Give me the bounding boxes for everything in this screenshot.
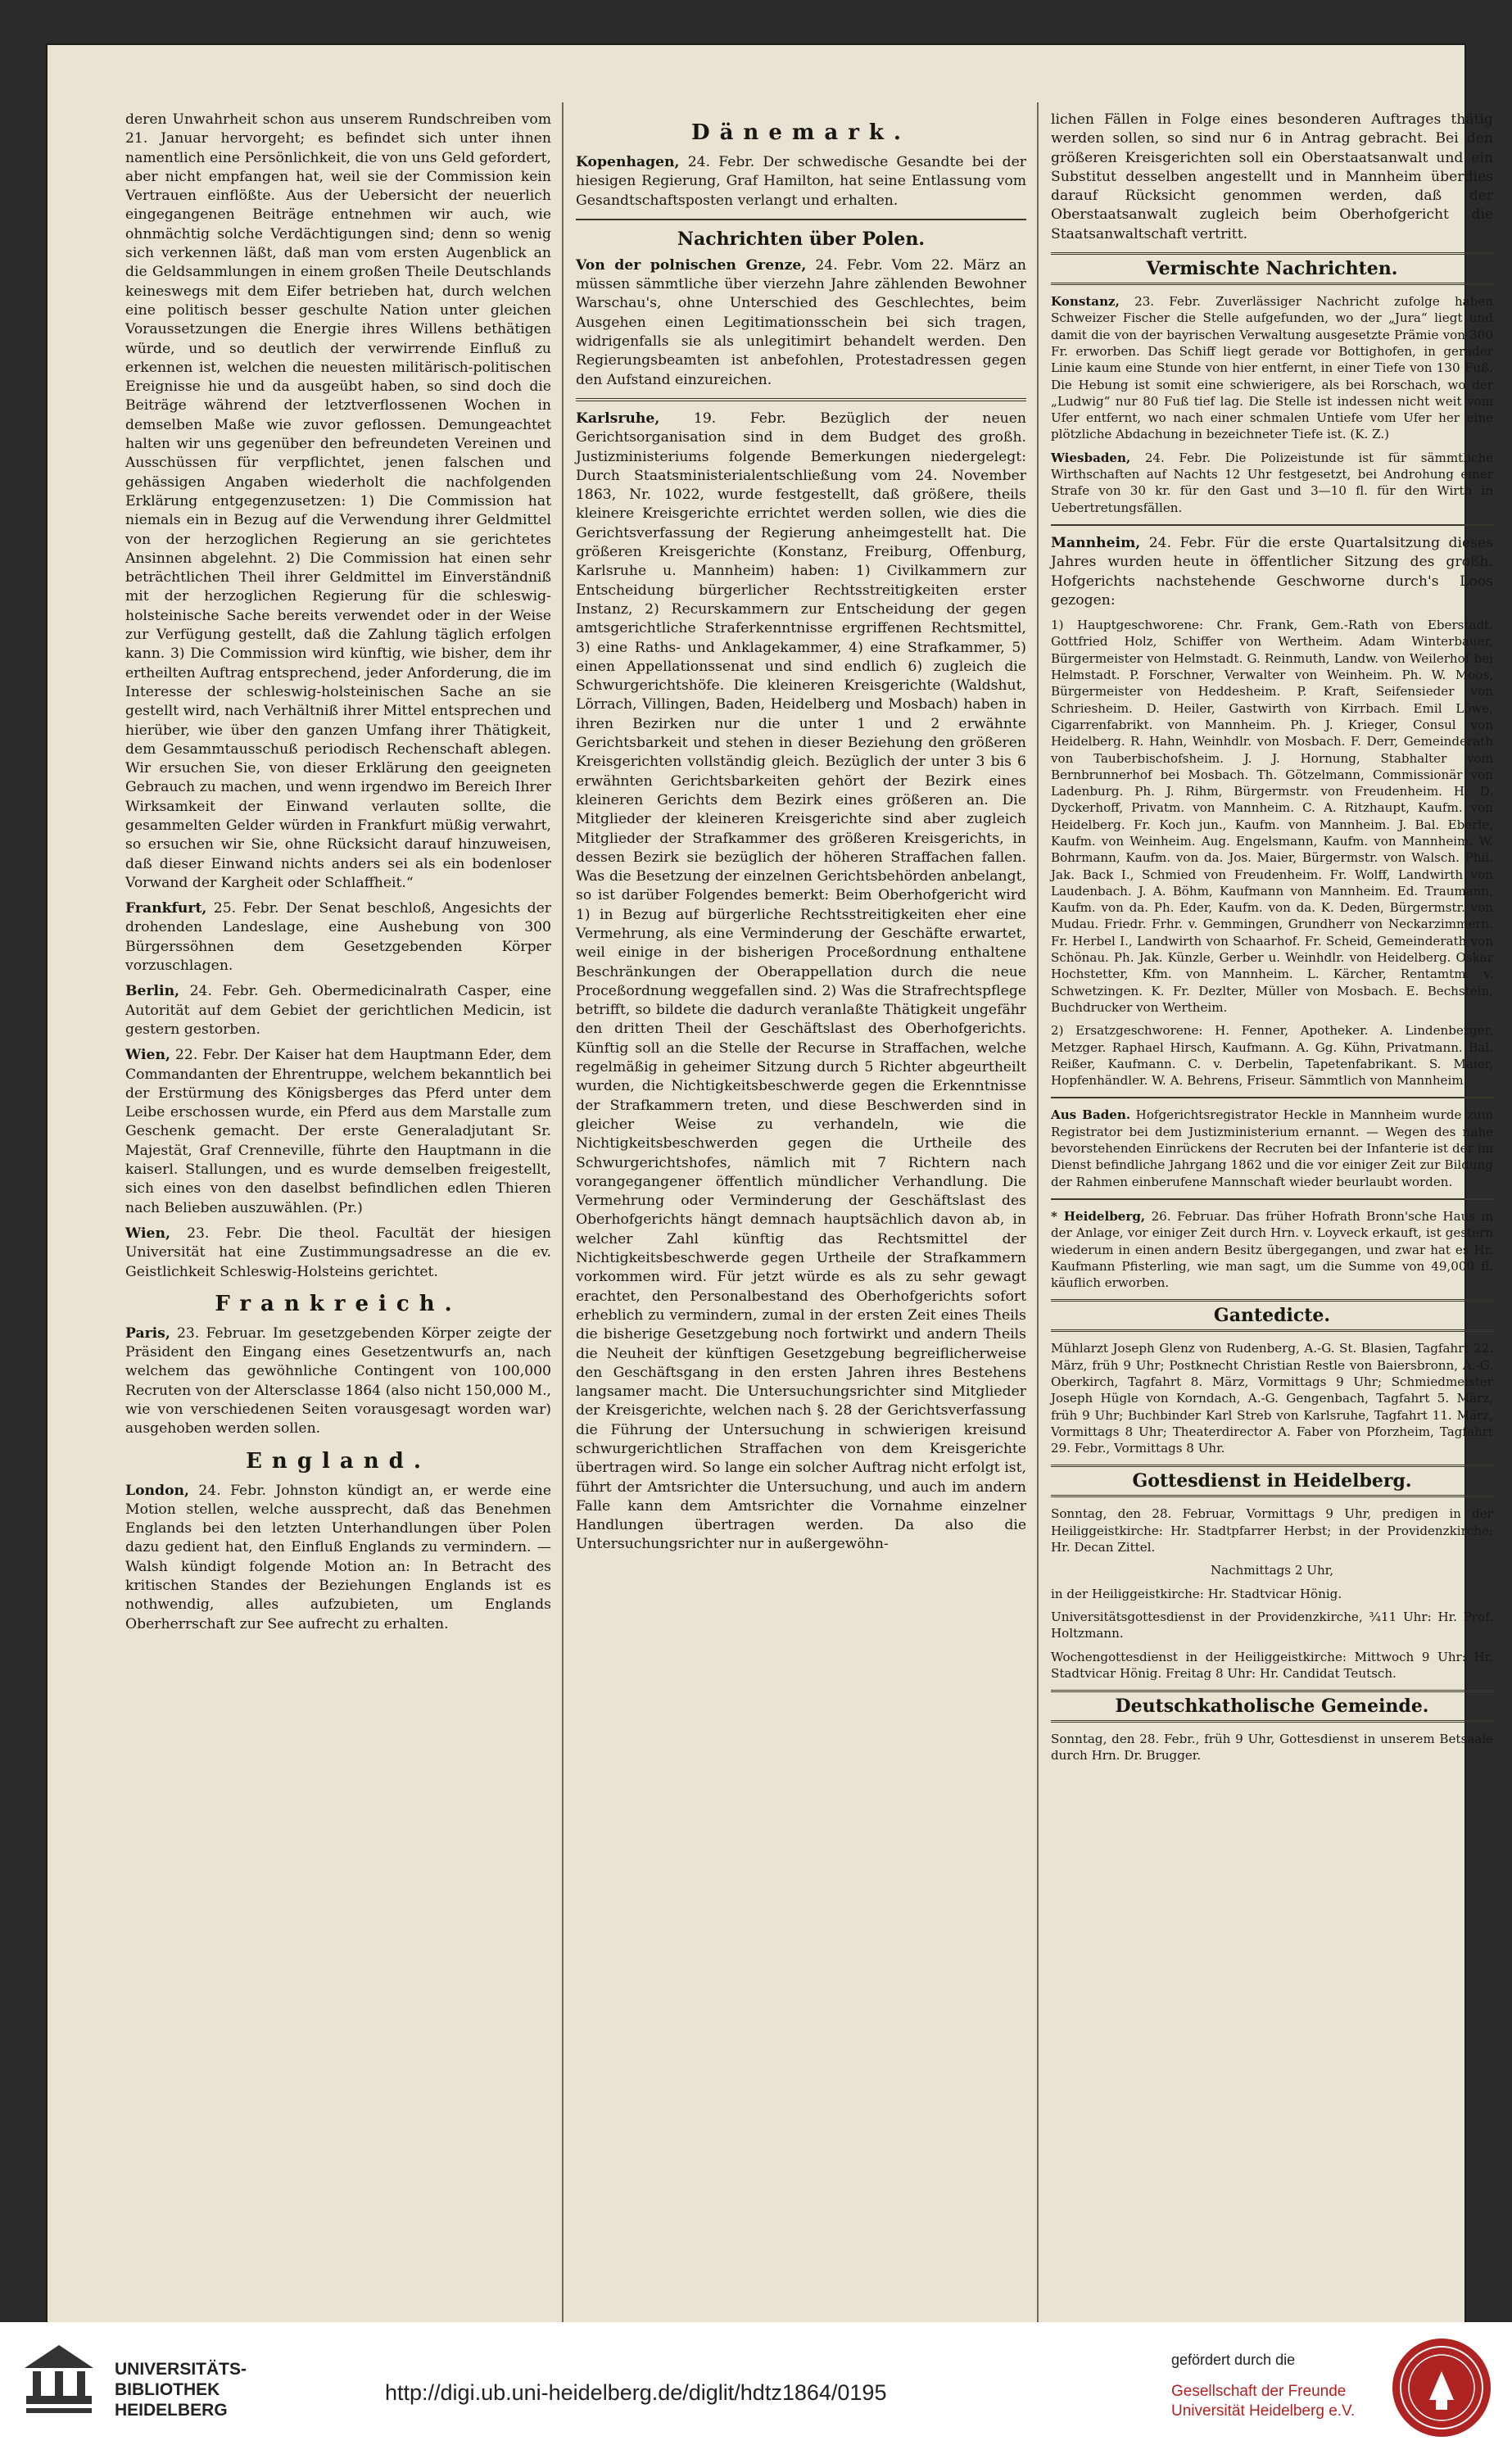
article-wien-1 [125, 1046, 551, 1218]
service-line: Sonntag, den 28. Februar, Vormittags 9 Uhr, predigen in der Heiliggeistkirche: Hr. Stadtpfarrer Herbst; in der Providenzkirche: Hr. Decan Zittel. [1051, 1506, 1493, 1555]
article-heidelberg [1051, 1208, 1493, 1291]
service-line: in der Heiliggeistkirche: Hr. Stadtvicar Hönig. [1051, 1586, 1342, 1601]
article-body: 24. Febr. Für die erste Quartalsitzung dieses Jahres wurden heute in öffentlicher Sitzung des großh. Hofgerichts nachstehende Geschworne durch's Loos gezogen: [1051, 534, 1493, 609]
section-heading-deutschkatholische: Deutschkatholische Gemeinde. [1051, 1690, 1493, 1723]
article-body: 25. Febr. Der Senat beschloß, Angesichts der drohenden Landeslage, eine Aushebung von 300 Bürgerssöhnen dem Gesetzgebenden Körper vorzuschlagen. [125, 900, 551, 975]
article-berlin [125, 982, 551, 1039]
article-paris [125, 1324, 551, 1439]
newspaper-page [48, 45, 1493, 2322]
divider [1051, 1097, 1493, 1098]
source-url-link[interactable]: http://digi.ub.uni-heidelberg.de/diglit/hdtz1864/0195 [385, 2380, 887, 2405]
service-line: Nachmittags 2 Uhr, [1210, 1563, 1334, 1578]
service-line: Universitätsgottesdienst in der Providenzkirche, ¾11 Uhr: Hr. Prof. Holtzmann. [1051, 1609, 1493, 1641]
article-body: 23. Febr. Zuverlässiger Nachricht zufolge haben Schweizer Fischer die Stelle aufgefunden, wo der „Jura“ liegt und damit die von der bayrischen Verwaltung ausgesetzte Prämie von 300 Fr. erworben. Das Schiff liegt gerade vor Bottighofen, in gerader Linie kaum eine Stunde von hier entfernt, in einer Tiefe von 130 Fuß. Die Hebung ist somit eine schwierigere, als bei Rorschach, wo der „Ludwig“ nur 80 Fuß tief lag. Die Stelle ist indessen nicht weit vom Ufer entfernt, wo nach einer schmalen Untiefe vom Ufer her eine plötzliche Abdachung in bezeichneter Tiefe ist. [1051, 294, 1493, 442]
section-heading-frankreich: Frankreich. [215, 1291, 462, 1316]
dateline-place: Wien, [125, 1225, 170, 1242]
article-body: 24. Febr. Geh. Obermedicinalrath Casper, eine Autorität auf dem Gebiet der gerichtlichen Medicin, ist gestern gestorben. [125, 983, 551, 1038]
dateline-place: Konstanz, [1051, 294, 1120, 310]
section-heading-gantedicte: Gantedicte. [1051, 1299, 1493, 1332]
society-name-line: Gesellschaft der Freunde [1171, 2383, 1347, 2400]
dateline-place: London, [125, 1482, 190, 1499]
source-signature: (K. Z.) [1350, 427, 1390, 442]
article-body: 19. Febr. Bezüglich der neuen Gerichtsorganisation sind in dem Budget des großh. Justizministeriums folgende Bemerkungen niedergelegt: Durch Staatsministerialentschließung vom 24. November 1863, Nr. 1022, wurde festgestellt, daß größere, theils kleinere Kreisgerichte errichtet werden sollen, wie dies die Gerichtsverfassung der Regierung anheimgestellt hat. Die größeren Kreisgerichte (Konstanz, Freiburg, Offenburg, Karlsruhe u. Mannheim) haben: 1) Civilkammern zur Entscheidung bürgerlicher Rechtsstreitigkeiten erster Instanz, 2) Recurskammern zur Entscheidung der gegen amtsgerichtliche Straferkenntnisse ergriffenen Rechtsmittel, 3) eine Raths- und Anklagekammer, 4) eine Strafkammer, 5) einen Appellationssenat und sind endlich 6) zugleich die Schwurgerichtshöfe. Die kleineren Kreisgerichte (Waldshut, Lörrach, Villingen, Baden, Heidelberg und Mosbach) haben in ihren Bezirken nur die unter 1 und 2 erwähnte Gerichtsbarkeit und stehen in dieser Beziehung den größeren Kreisgerichten vollständig gleich. Bezüglich der unter 3 bis 6 erwähnten Gerichtsbarkeiten gehört der Bezirk eines kleineren Gerichts dem Bezirk eines größeren an. Die Mitglieder der kleineren Kreisgerichte sind aber zugleich Mitglieder der Strafkammer des größeren Kreisgerichts, in dessen Bezirk sie bezüglich der höheren Straffachen fallen. Was die Besetzung der einzelnen Gerichtsbehörden anbelangt, so ist darüber Folgendes bemerkt: Beim Oberhofgericht wird 1) in Bezug auf bürgerliche Rechtsstreitigkeiten eher eine Vermehrung, als eine Verminderung der Geschäfte erwartet, weil einige in der bisherigen Proceßordnung enthaltene Beschränkungen der Oberappellation durch die neue Proceßordnung weggefallen sind. 2) Was die Strafrechtspflege betrifft, so bildete die dadurch veranlaßte Thätigkeit ungefähr den dritten Theil der Geschäftslast des Oberhofgerichts. Künftig soll an die Stelle der Recurse in Straffachen, welche regelmäßig in geheimer Sitzung durch 5 Richter abgeurtheilt wurden, die Nichtigkeitsbeschwerde gegen die Erkenntnisse der Strafkammern treten, und diese Beschwerden sind in gleicher Weise zu verhandeln, wie die Nichtigkeitsbeschwerden gegen die Urtheile des Schwurgerichtshofes, nämlich mit 7 Richtern nach vorangegangener öffentlich mündlicher Verhandlung. Die Vermehrung oder Verminderung der Geschäftslast des Oberhofgerichts hängt demnach hauptsächlich davon ab, in welcher Zahl künftig das Rechtsmittel der Nichtigkeitsbeschwerde gegen Urtheile der Strafkammern vorkommen wird. Für jetzt würde es als zu sehr gewagt erachtet, den Personalbestand des Oberhofgerichts sofort erheblich zu vermindern, zumal in der ersten Zeit eines Theils die bisherige Gesetzgebung noch fortwirkt und andern Theils die Neuheit der künftigen Gesetzgebung begreiflicherweise den Geschäftsgang in den ersten Jahren ihres Bestehens langsamer macht. Die Untersuchungsrichter sind Mitglieder der Kreisgerichte, welchen nach §. 28 der Gerichtsverfassung die Führung der Untersuchung in schwierigen kreisund schwurgerichtlichen Straffachen von dem Kreisgerichte übertragen wird. So lange ein solcher Auftrag nicht erfolgt ist, führt der Amtsrichter die Untersuchung, und auch im andern Falle kann dem Amtsrichter die Vornahme einzelner Handlungen übertragen werden. Da also die Untersuchungsrichter nur in außergewöhn- [576, 410, 1026, 1553]
university-seal-icon [1388, 2334, 1495, 2441]
dateline-place: Mannheim, [1051, 534, 1141, 551]
service-line: Sonntag, den 28. Febr., früh 9 Uhr, Gottesdienst in unserem Betsaale durch Hrn. Dr. Brugger. [1051, 1732, 1493, 1764]
dateline-place: Von der polnischen Grenze, [576, 256, 807, 274]
article-continuation: lichen Fällen in Folge eines besonderen Auftrages thätig werden sollen, so sind nur 6 in Antrag gebracht. Bei den größeren Kreisgerichten soll ein Oberstaatsanwalt und ein Substitut desselben angestellt und in Mannheim überdies darauf Rücksicht genommen werden, daß der Oberstaatsanwalt zugleich beim Oberhofgericht die Staatsanwaltschaft vertritt. [1051, 111, 1493, 242]
library-name-line: HEIDELBERG [115, 2401, 228, 2420]
divider [1051, 1198, 1493, 1200]
dateline-place: Karlsruhe, [576, 410, 660, 427]
library-name-line: BIBLIOTHEK [115, 2380, 220, 2399]
section-heading-gottesdienst: Gottesdienst in Heidelberg. [1051, 1465, 1493, 1497]
dateline-place: Wiesbaden, [1051, 450, 1131, 465]
dateline-place: Berlin, [125, 983, 180, 1000]
university-library-logo [18, 2339, 100, 2429]
article-kopenhagen [576, 153, 1026, 211]
article-body: 24. Febr. Johnston kündigt an, er werde eine Motion stellen, welche aussprecht, daß das Benehmen Englands bei den letzten Unterhandlungen über Polen dazu gedient hat, den Einfluß Englands zu vermindern. — Walsh kündigt folgende Motion an: In Betracht des kritischen Standes der Beziehungen Englands ist es nothwendig, alles aufzubieten, um Englands Oberherrschaft zur See aufrecht zu erhalten. [125, 1482, 551, 1632]
commission-letter-text: deren Unwahrheit schon aus unserem Rundschreiben vom 21. Januar hervorgeht; es befindet sich unter ihnen namentlich eine Persönlichkeit, die von uns Geld gefordert, aber nicht empfangen hat, weil sie der Commission kein Vertrauen einflößte. Aus der Uebersicht der neuerlich eingegangenen Beiträge entnehmen wir auch, wie ohnmächtig solche Verdächtigungen sind; denn so wenig sich verkennen läßt, daß man vom ersten Augenblick an die Geldsammlungen in einem großen Theile Deutschlands keineswegs mit dem Eifer betrieben hat, durch welchen eine politisch besser geschulte Nation unter gleichen Voraussetzungen die Energie ihres Willens bethätigen würde, und so deutlich der verwirrende Einfluß zu erkennen ist, welchen die neuesten militärisch-politischen Ereignisse hie und da ausgeübt haben, so sind doch die Beiträge während der letztverflossenen Wochen in demselben Maße wie zuvor geflossen. Demungeachtet halten wir uns gegenüber den befreundeten Vereinen und Ausschüssen für verpflichtet, jenen falschen und gehässigen Angaben wiederholt die nachfolgenden Erklärung entgegenzusetzen: 1) Die Commission hat niemals ein in Bezug auf die Verwendung ihrer Geldmittel von der herzoglichen Regierung an sie gerichtetes Ansinnen abgelehnt. 2) Die Commission hat einen sehr beträchtlichen Theil ihrer Geldmittel im Einverständniß mit der herzoglichen Regierung für die schleswig-holsteinische Sache bereits verwendet oder in der Weise zur Verfügung gestellt, daß die Zahlung täglich erfolgen kann. 3) Die Commission wird künftig, wie bisher, dem ihr ertheilten Auftrag entsprechend, jeder Anforderung, die im Interesse der schleswig-holsteinischen Sache an sie gestellt wird, nach Verhältniß ihrer Mittel entsprechen und hierüber, wie über den ganzen Umfang ihrer Thätigkeit, dem Gesammtausschuß periodisch Rechenschaft ablegen. Wir ersuchen Sie, von dieser Erklärung den geeigneten Gebrauch zu machen, und wenn irgendwo im Bereich Ihrer Wirksamkeit der Einwand verlauten sollte, die gesammelten Gelder würden in Frankfurt müßig verwahrt, so ersuchen wir Sie, ohne Rücksicht darauf hinzuweisen, daß dieser Einwand nichts anders sei als ein bodenloser Vorwand der Kargheit oder Schlaffheit.“ [125, 111, 551, 891]
column-2 [576, 111, 1026, 1561]
jurors-list-main: 1) Hauptgeschworene: Chr. Frank, Gem.-Rath von Eberstadt. Gottfried Holz, Schiffer von Wertheim. Adam Winterbauer, Bürgermeister von Helmstadt. G. Reinmuth, Landw. von Weilerhof bei Helmstadt. P. Forschner, Verwalter von Weinheim. Ph. W. Moos, Bürgermeister von Heddesheim. P. Kraft, Seifensieder von Schriesheim. D. Heiler, Gastwirth von Kirrbach. Emil Löwe, Cigarrenfabrikt. von Mannheim. Ph. J. Krieger, Consul von Heidelberg. R. Hahn, Weinhdlr. von Mosbach. F. Derr, Gemeinderath von Tauberbischofsheim. J. J. Hornung, Stabhalter vom Bernbrunnerhof bei Mosbach. Th. Götzelmann, Commissionär von Ladenburg. Ph. J. Rihm, Bürgermstr. von Freudenheim. H. D. Dyckerhoff, Privatm. von Mannheim. C. A. Ritzhaupt, Kaufm. von Heidelberg. Fr. Koch jun., Kaufm. von Mannheim. J. Bal. Eberle, Kaufm. von Weinheim. Aug. Engelsmann, Kaufm. von Mannheim. W. Bohrmann, Kaufm. von da. Jos. Maier, Bürgermstr. von Walsch. Phil. Jak. Back I., Schmied von Freudenheim. Fr. Wolff, Landwirth von Laudenbach. J. A. Böhm, Kaufmann von Mannheim. Ed. Traumann, Kaufm. von da. Ph. Eder, Kaufm. von da. K. Deden, Bürgermstr. von Mudau. Friedr. Frhr. v. Gemmingen, Grundherr von Neckarzimmern. Fr. Herbel I., Landwirth von Schaarhof. Fr. Scheid, Gemeinderath von Schönau. Ph. Jak. Künzle, Gerber u. Weinhdlr. von Heidelberg. Oskar Hochstetter, Kfm. von Mannheim. L. Kärcher, Rentamtm. v. Schwetzingen. K. Fr. Dezlter, Müller von Mosbach. E. Bechstein, Buchdrucker von Wertheim. [1051, 618, 1493, 1015]
article-body: 24. Febr. Vom 22. März an müssen sämmtliche über vierzehn Jahre zählenden Bewohner Warschau's, ohne Unterschied des Geschlechtes, beim Ausgehen einen Legitimationsschein bei sich tragen, widrigenfalls sie als unlegitimirt behandelt werden. Den Regierungsbeamten ist anbefohlen, Protestadressen gegen den Aufstand einzureichen. [576, 256, 1026, 388]
article-aus-baden [1051, 1107, 1493, 1189]
article-wiesbaden [1051, 450, 1493, 516]
article-body: 23. Febr. Die theol. Facultät der hiesigen Universität hat eine Zustimmungsadresse an die ev. Geistlichkeit Schleswig-Holsteins gerichtet. [125, 1225, 551, 1280]
article-mannheim [1051, 534, 1493, 610]
library-name-line: UNIVERSITÄTS- [115, 2360, 247, 2379]
library-name [115, 2359, 247, 2420]
divider [576, 219, 1026, 220]
dateline-place: Frankfurt, [125, 900, 207, 917]
article-london [125, 1482, 551, 1634]
article-body: 26. Februar. Das früher Hofrath Bronn'sche Haus in der Anlage, vor einiger Zeit durch Hrn. v. Loyveck erkauft, ist gestern wiederum in einen andern Besitz übergegangen, und zwar hat es Hr. Kaufmann Pfisterling, wie man sagt, um die Summe von 49,000 fl. käuflich erworben. [1051, 1208, 1493, 1291]
funded-by-text: gefördert durch die [1171, 2352, 1296, 2368]
article-body: 23. Februar. Im gesetzgebenden Körper zeigte der Präsident den Eingang eines Gesetzentwurfs an, nach welchem das gewöhnliche Contingent von 100,000 Recruten von der Altersclasse 1864 (also nicht 150,000 M., wie von verschiedenen Seiten vorausgesagt worden war) ausgehoben werden sollen. [125, 1324, 551, 1438]
jurors-list-substitute: 2) Ersatzgeschworene: H. Fenner, Apotheker. A. Lindenberger, Metzger. Raphael Hirsch, Kaufmann. A. Gg. Kühn, Privatmann. Bal. Reißer, Kaufmann. C. v. Derbelin, Tapetenfabrikant. S. Maier, Hopfenhändler. W. A. Behrens, Friseur. Sämmtlich von Mannheim. [1051, 1023, 1493, 1089]
section-heading-england: England. [246, 1448, 431, 1474]
dateline-place: * Heidelberg, [1051, 1208, 1146, 1224]
society-name [1171, 2382, 1355, 2421]
dateline-place: Paris, [125, 1324, 170, 1342]
article-body: 24. Febr. Die Polizeistunde ist für sämmtliche Wirthschaften auf Nachts 12 Uhr festgesetzt, bei Androhung einer Strafe von 30 kr. für den Gast und 3—10 fl. für den Wirth in Uebertretungsfällen. [1051, 450, 1493, 515]
section-heading-daenemark: Dänemark. [691, 120, 911, 145]
column-rule [562, 102, 564, 2330]
article-body: Hofgerichtsregistrator Heckle in Mannheim wurde zum Registrator bei dem Justizministerium ernannt. — Wegen des nahe bevorstehenden Einrückens der Recruten bei der Infanterie ist der im Dienst befindliche Jahrgang 1862 und die vor einiger Zeit zur Bildung der Rahmen einberufene Mannschaft wieder beurlaubt worden. [1051, 1107, 1493, 1189]
article-karlsruhe [576, 410, 1026, 1555]
service-line: Wochengottesdienst in der Heiliggeistkirche: Mittwoch 9 Uhr: Hr. Stadtvicar Hönig. Freitag 8 Uhr: Hr. Candidat Teutsch. [1051, 1649, 1493, 1681]
article-frankfurt [125, 899, 551, 976]
column-1 [125, 111, 551, 1641]
column-rule [1037, 102, 1039, 2330]
dateline-place: Wien, [125, 1047, 170, 1064]
gantedicte-text: Mühlarzt Joseph Glenz von Rudenberg, A.-G. St. Blasien, Tagfahrt 22. März, früh 9 Uhr; Postknecht Christian Restle von Baiersbronn, A.-G. Oberkirch, Tagfahrt 8. März, Vormittags 9 Uhr; Schmiedmeister Joseph Hügle von Korndach, A.-G. Gengenbach, Tagfahrt 5. März, früh 9 Uhr; Buchbinder Karl Streb von Karlsruhe, Tagfahrt 11. März, Vormittags 8 Uhr; Theaterdirector A. Faber von Pforzheim, Tagfahrt 29. Febr., Vormittags 8 Uhr. [1051, 1341, 1493, 1456]
article-konstanz [1051, 293, 1493, 443]
article-body: 24. Febr. Der schwedische Gesandte bei der hiesigen Regierung, Graf Hamilton, hat seine Entlassung vom Gesandtschaftsposten verlangt und erhalten. [576, 154, 1026, 209]
article-polish-border [576, 256, 1026, 390]
digitization-footer [0, 2322, 1512, 2445]
dateline-place: Aus Baden. [1051, 1107, 1131, 1123]
society-name-line: Universität Heidelberg e.V. [1171, 2402, 1356, 2420]
divider [576, 398, 1026, 401]
dateline-place: Kopenhagen, [576, 154, 680, 170]
section-heading-polen: Nachrichten über Polen. [677, 228, 926, 250]
article-body: 22. Febr. Der Kaiser hat dem Hauptmann Eder, dem Commandanten der Ehrentruppe, welchem bekanntlich bei der Erstürmung des Königsberges das Pferd unter dem Leibe erschossen wurde, ein Pferd aus dem Marstalle zum Geschenk gemacht. Der erste Generaladjutant Sr. Majestät, Graf Crenneville, führte den Hauptmann in die kaiserl. Stallungen, und es wurde demselben freigestellt, sich eines von den daselbst befindlichen edlen Thieren nach Belieben auszuwählen. (Pr.) [125, 1047, 551, 1216]
article-wien-2 [125, 1225, 551, 1282]
divider [1051, 524, 1493, 526]
section-heading-vermischte: Vermischte Nachrichten. [1051, 252, 1493, 285]
column-3 [1051, 111, 1493, 1771]
